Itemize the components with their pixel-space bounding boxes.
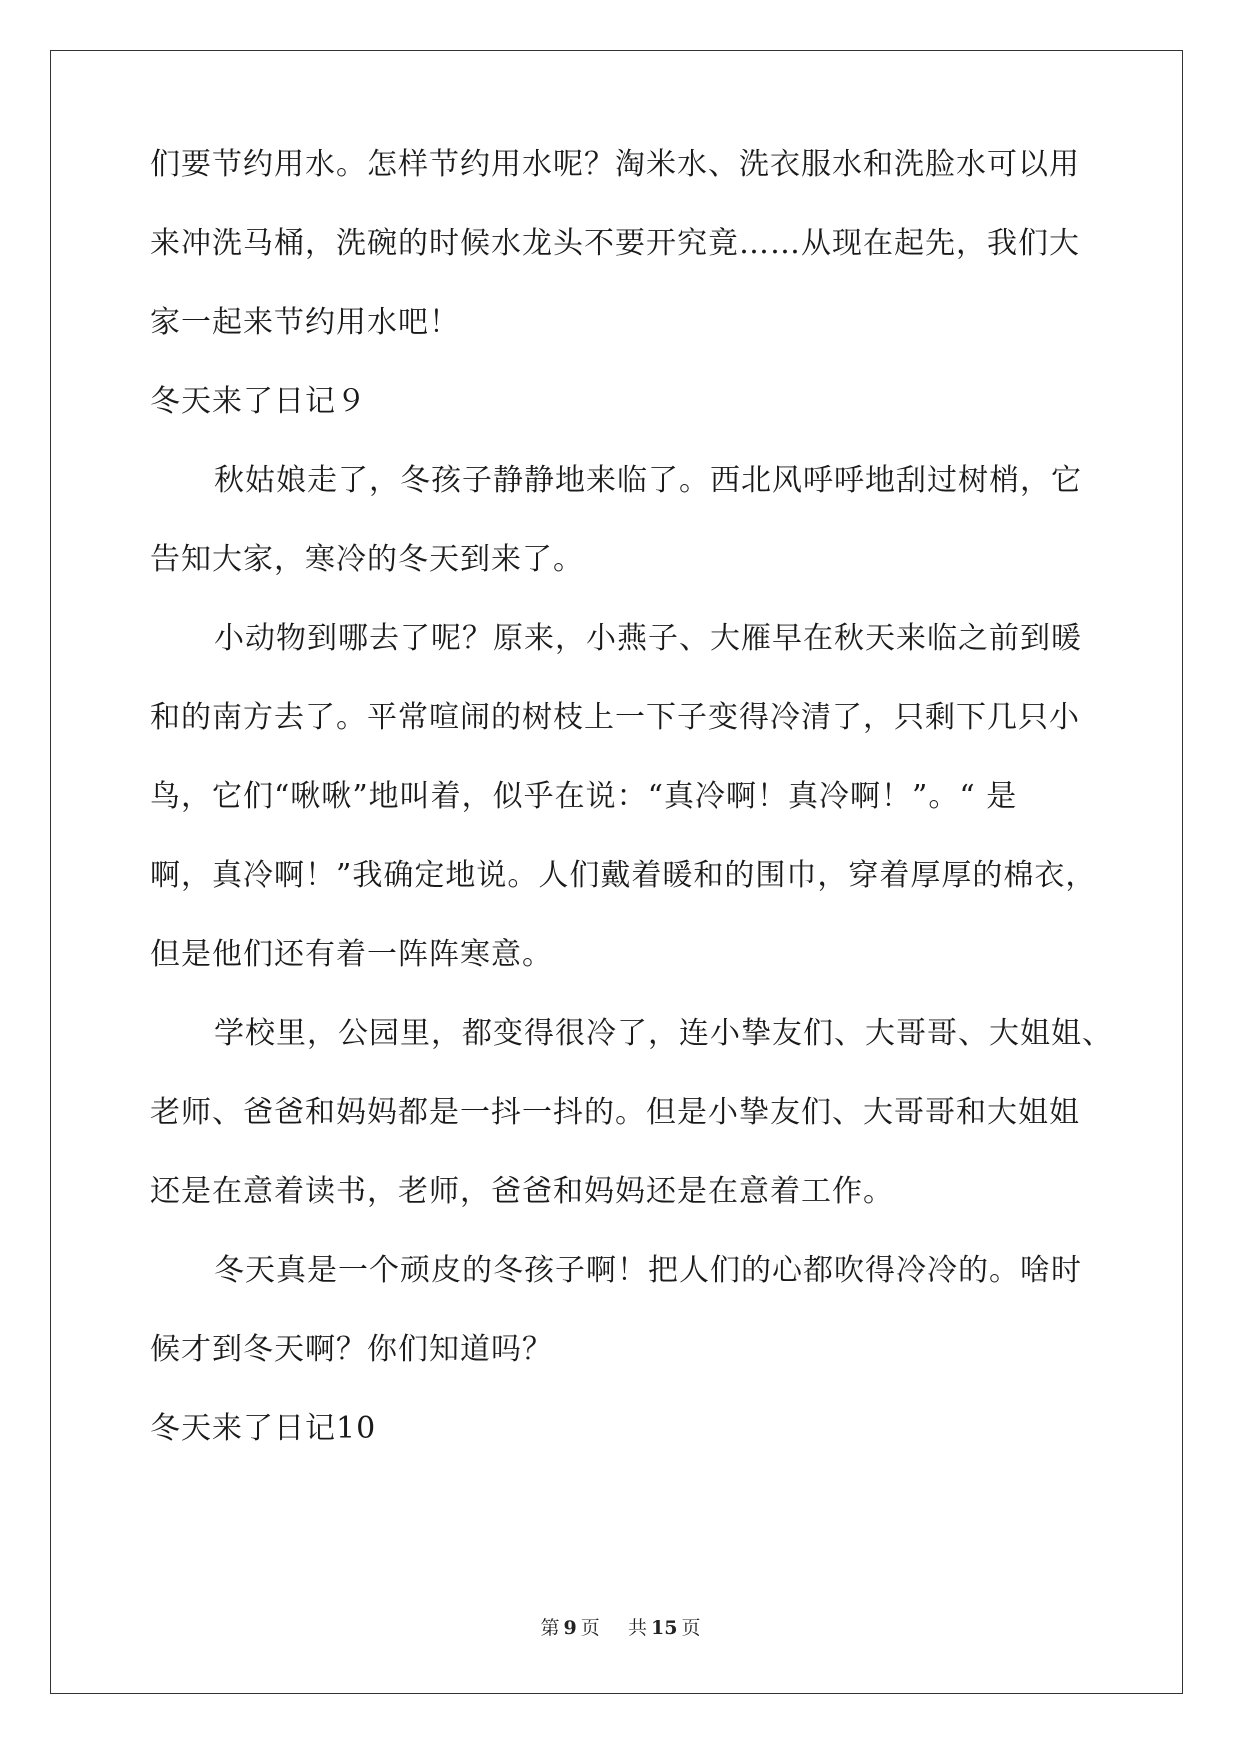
document-body: [150, 145, 1113, 1448]
paragraph-line: 告知大家，寒冷的冬天到来了。: [150, 542, 584, 577]
paragraph-line: 鸟，它们“啾啾”地叫着，似乎在说：“真冷啊！真冷啊！”。“ 是: [150, 779, 1018, 814]
paragraph-line: 来冲洗马桶，洗碗的时候水龙头不要开究竟……从现在起先，我们大: [150, 226, 1080, 261]
footer-prefix: 第: [540, 1617, 560, 1639]
page-number: 9: [563, 1617, 577, 1639]
paragraph-line: 候才到冬天啊？你们知道吗？: [150, 1332, 553, 1367]
paragraph-line: 啊，真冷啊！”我确定地说。人们戴着暖和的围巾，穿着厚厚的棉衣，: [150, 858, 1097, 893]
paragraph-line: 还是在意着读书，老师，爸爸和妈妈还是在意着工作。: [150, 1174, 894, 1209]
section-heading: 冬天来了日记９: [150, 384, 367, 419]
paragraph-line: 家一起来节约用水吧！: [150, 305, 460, 340]
paragraph-line: 和的南方去了。平常喧闹的树枝上一下子变得冷清了，只剩下几只小: [150, 700, 1080, 735]
page-footer: [0, 1616, 1241, 1640]
section-heading: 冬天来了日记10: [150, 1411, 377, 1446]
paragraph-line: 老师、爸爸和妈妈都是一抖一抖的。但是小挚友们、大哥哥和大姐姐: [150, 1095, 1080, 1130]
footer-total-suffix: 页: [681, 1617, 701, 1639]
paragraph-line: 们要节约用水。怎样节约用水呢？淘米水、洗衣服水和洗脸水可以用: [150, 147, 1080, 182]
paragraph-line: 秋姑娘走了，冬孩子静静地来临了。西北风呼呼地刮过树梢，它: [214, 463, 1082, 498]
paragraph-line: 但是他们还有着一阵阵寒意。: [150, 937, 553, 972]
paragraph-line: 冬天真是一个顽皮的冬孩子啊！把人们的心都吹得冷冷的。啥时: [214, 1253, 1082, 1288]
total-pages: 15: [650, 1617, 678, 1639]
paragraph-line: 学校里，公园里，都变得很冷了，连小挚友们、大哥哥、大姐姐、: [214, 1016, 1113, 1051]
footer-page-suffix: 页: [580, 1617, 600, 1639]
footer-total-prefix: 共: [627, 1617, 647, 1639]
paragraph-line: 小动物到哪去了呢？原来，小燕子、大雁早在秋天来临之前到暖: [214, 621, 1082, 656]
